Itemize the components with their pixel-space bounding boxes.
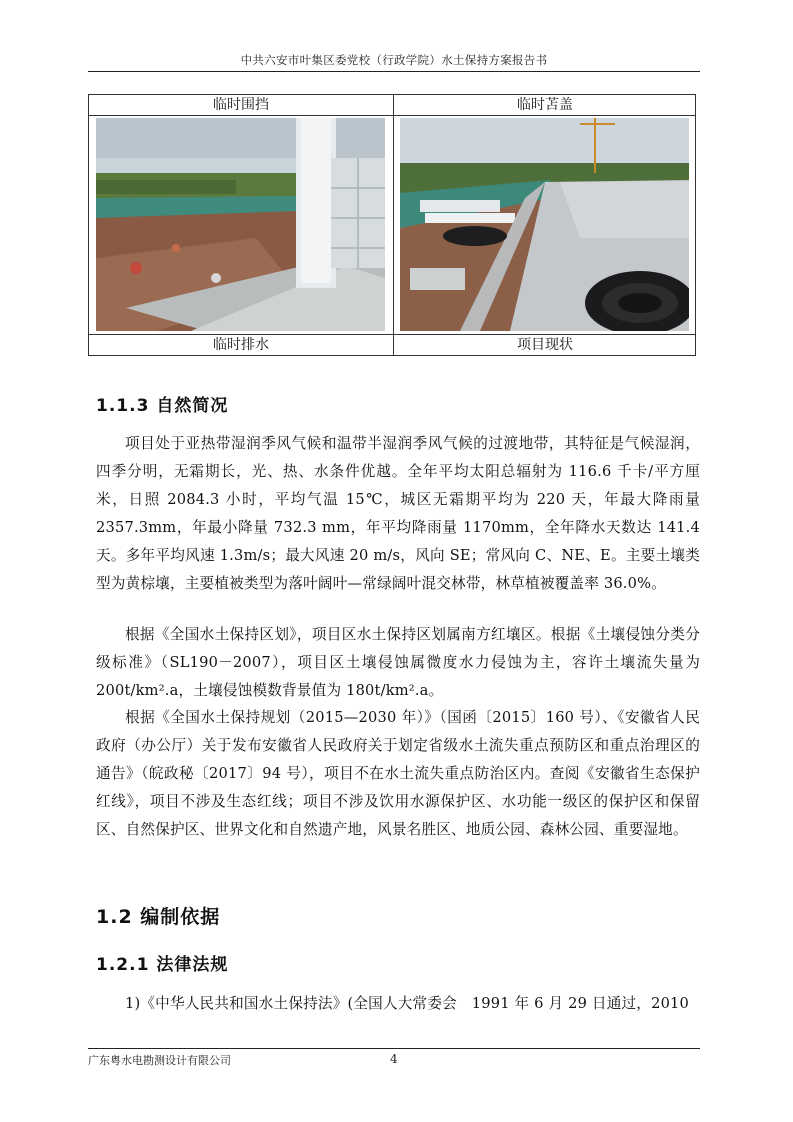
- caption-project-status: 项目现状: [517, 337, 573, 353]
- photo-temporary-cover: [400, 118, 689, 331]
- footer-company: 广东粤水电勘测设计有限公司: [88, 1054, 231, 1067]
- paragraph-law-item-1: 1)《中华人民共和国水土保持法》(全国人大常委会 1991 年 6 月 29 日通过，2010: [125, 995, 690, 1012]
- running-header: 中共六安市叶集区委党校（行政学院）水土保持方案报告书: [240, 53, 548, 67]
- page-number: 4: [390, 1052, 398, 1066]
- caption-temporary-fence: 临时围挡: [213, 97, 269, 113]
- photo-table: [88, 94, 696, 356]
- caption-temporary-drainage: 临时排水: [213, 337, 269, 353]
- footer-rule: [88, 1048, 700, 1049]
- paragraph-protection-zones: 根据《全国水土保持规划（2015—2030 年）》（国函〔2015〕160 号）、《安徽省人民政府（办公厅）关于发布安徽省人民政府关于划定省级水土流失重点预防区和重点治理区的通告》（皖政秘〔2017〕94 号），项目不在水土流失重点防治区内。查阅《安徽省生态保护红线》，项目不涉及生态红线；项目不涉及饮用水源保护区、水功能一级区的保护区和保留区、自然保护区、世界文化和自然遗产地，风景名胜区、地质公园、森林公园、重要湿地。: [96, 709, 700, 838]
- header-rule: [88, 71, 700, 72]
- photo-temporary-fence: [96, 118, 385, 331]
- table-divider-top: [89, 115, 695, 116]
- caption-temporary-cover: 临时苫盖: [517, 97, 573, 113]
- paragraph-climate: 项目处于亚热带湿润季风气候和温带半湿润季风气候的过渡地带，其特征是气候湿润，四季分明，无霜期长，光、热、水条件优越。全年平均太阳总辐射为 116.6 千卡/平方厘米，日照 2084.3 小时，平均气温 15℃，城区无霜期平均为 220 天，年最大降雨量 2357.3mm，年最小降量 732.3 mm，年平均降雨量 1170mm，全年降水天数达 141.4 天。多年平均风速 1.3m/s；最大风速 20 m/s，风向 SE；常风向 C、NE、E。主要土壤类型为黄棕壤，主要植被类型为落叶阔叶—常绿阔叶混交林带，林草植被覆盖率 36.0%。: [96, 435, 700, 592]
- table-divider-vertical: [393, 95, 394, 355]
- paragraph-soil-erosion: 根据《全国水土保持区划》，项目区水土保持区划属南方红壤区。根据《土壤侵蚀分类分级标准》（SL190－2007），项目区土壤侵蚀属微度水力侵蚀为主，容许土壤流失量为 200t/km².a，土壤侵蚀模数背景值为 180t/km².a。: [96, 626, 700, 699]
- section-heading-natural-overview: 1.1.3 自然简况: [96, 396, 229, 416]
- section-heading-basis: 1.2 编制依据: [96, 906, 221, 928]
- section-heading-laws: 1.2.1 法律法规: [96, 955, 229, 975]
